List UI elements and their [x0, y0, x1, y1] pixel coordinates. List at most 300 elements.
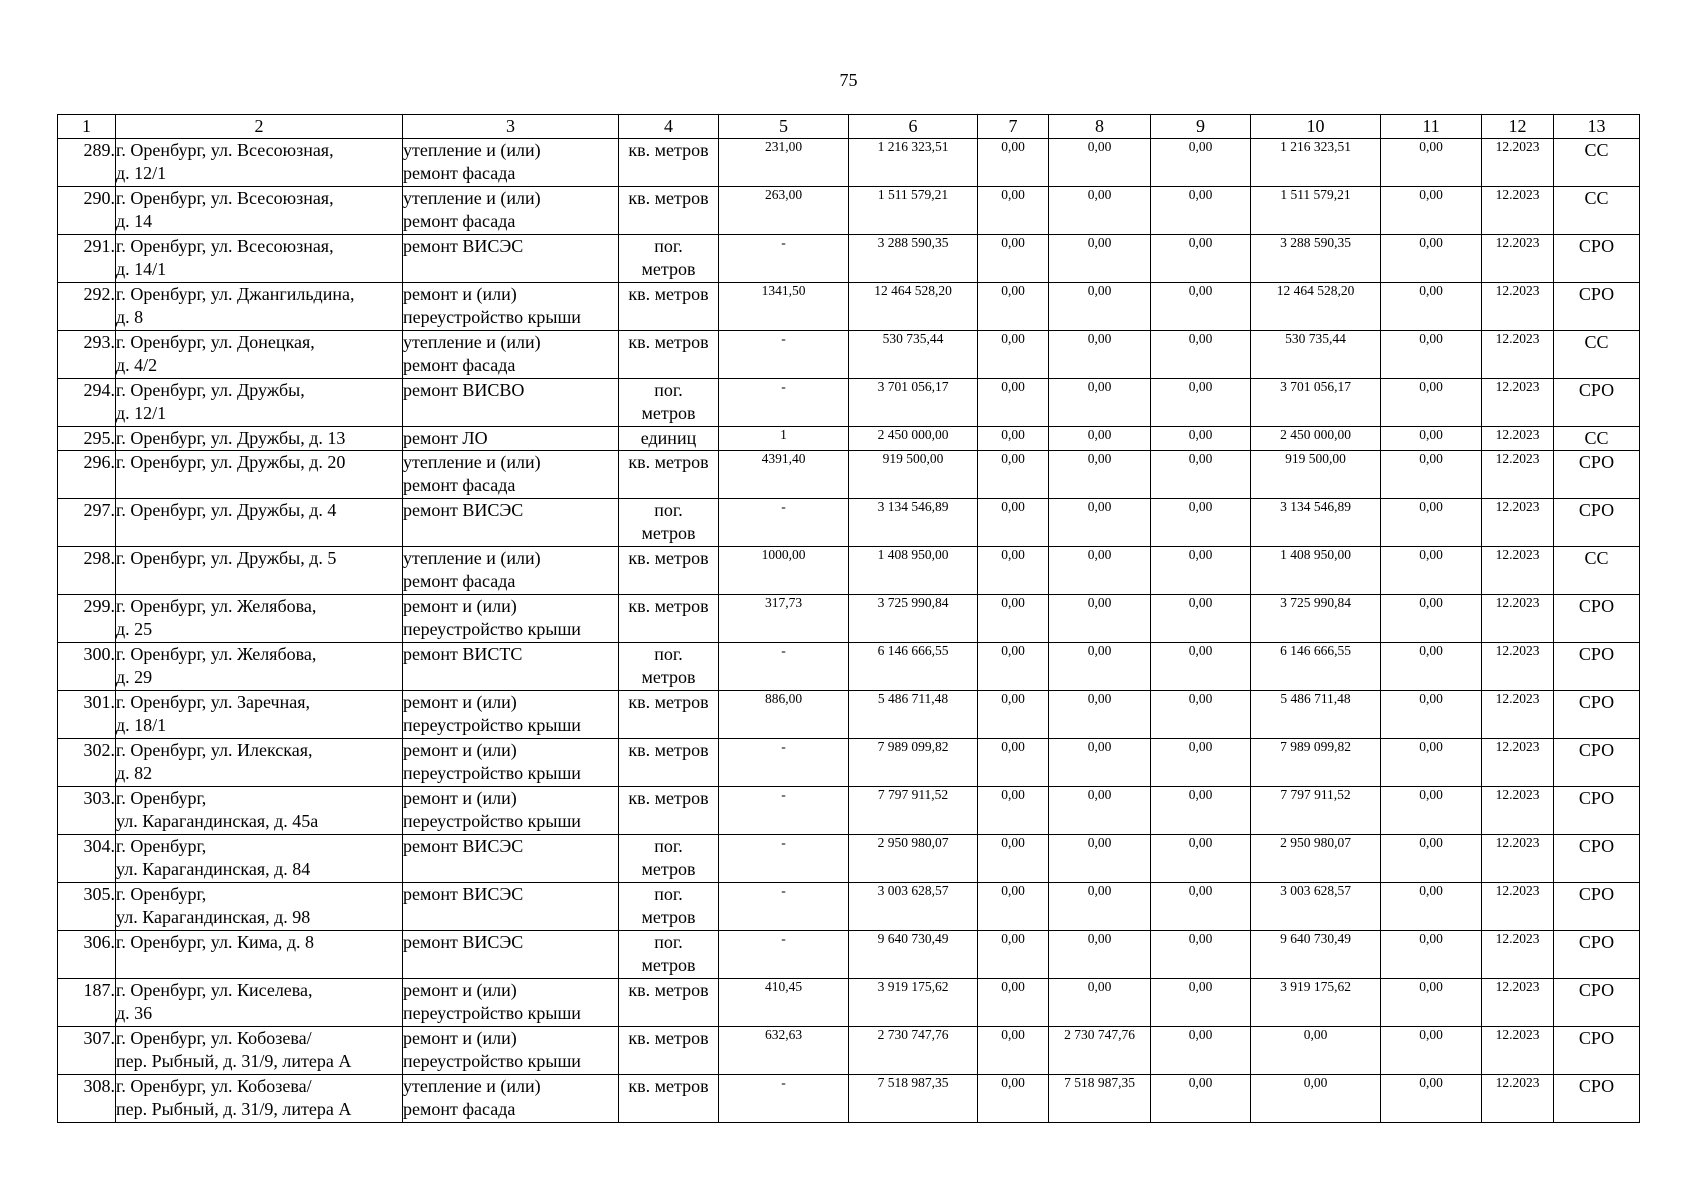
address-line: г. Оренбург, ул. Дружбы, — [116, 380, 305, 400]
column-9-cell: 0,00 — [1151, 787, 1251, 835]
work-type-cell — [403, 139, 619, 187]
column-9-cell: 0,00 — [1151, 283, 1251, 331]
unit-cell — [619, 427, 719, 451]
work-type-line: переустройство крыши — [403, 1003, 581, 1023]
quantity-cell: - — [719, 379, 849, 427]
unit-line: пог. — [654, 236, 683, 256]
unit-line: метров — [641, 259, 696, 279]
column-10-cell: 2 950 980,07 — [1251, 835, 1381, 883]
unit-cell — [619, 235, 719, 283]
work-type-cell — [403, 883, 619, 931]
column-11-cell: 0,00 — [1381, 1075, 1482, 1123]
address-line: д. 14/1 — [116, 259, 167, 279]
unit-cell — [619, 499, 719, 547]
column-11-cell: 0,00 — [1381, 187, 1482, 235]
table-row — [58, 787, 1640, 835]
unit-cell — [619, 1075, 719, 1123]
quantity-cell: 4391,40 — [719, 451, 849, 499]
address-line: д. 18/1 — [116, 715, 167, 735]
quantity-cell: - — [719, 739, 849, 787]
contractor-type-cell: СРО — [1554, 979, 1640, 1027]
unit-line: кв. метров — [628, 284, 709, 304]
column-7-cell: 0,00 — [978, 1027, 1049, 1075]
contractor-type-cell: СРО — [1554, 283, 1640, 331]
address-cell — [116, 139, 403, 187]
table-row — [58, 283, 1640, 331]
quantity-cell: - — [719, 1075, 849, 1123]
unit-line: метров — [641, 859, 696, 879]
work-type-cell — [403, 835, 619, 883]
column-8-cell: 0,00 — [1049, 379, 1151, 427]
address-cell — [116, 739, 403, 787]
address-cell — [116, 427, 403, 451]
column-8-cell: 7 518 987,35 — [1049, 1075, 1151, 1123]
address-line: г. Оренбург, ул. Всесоюзная, — [116, 188, 334, 208]
quantity-cell: 231,00 — [719, 139, 849, 187]
address-line: д. 14 — [116, 211, 153, 231]
work-type-line: ремонт и (или) — [403, 740, 517, 760]
unit-line: метров — [641, 403, 696, 423]
column-11-cell: 0,00 — [1381, 283, 1482, 331]
completion-date-cell: 12.2023 — [1482, 739, 1554, 787]
contractor-type-cell: СРО — [1554, 931, 1640, 979]
total-cost-cell: 12 464 528,20 — [849, 283, 978, 331]
table-row — [58, 139, 1640, 187]
address-line: г. Оренбург, ул. Желябова, — [116, 596, 317, 616]
total-cost-cell: 2 950 980,07 — [849, 835, 978, 883]
column-7-cell: 0,00 — [978, 595, 1049, 643]
contractor-type-cell: СС — [1554, 427, 1640, 451]
column-10-cell: 1 216 323,51 — [1251, 139, 1381, 187]
column-10-cell: 7 989 099,82 — [1251, 739, 1381, 787]
address-line: г. Оренбург, ул. Дружбы, д. 13 — [116, 428, 346, 448]
table-row — [58, 595, 1640, 643]
column-7-cell: 0,00 — [978, 427, 1049, 451]
column-header: 4 — [619, 115, 719, 139]
unit-line: кв. метров — [628, 548, 709, 568]
column-9-cell: 0,00 — [1151, 499, 1251, 547]
row-number-cell: 296. — [58, 451, 116, 499]
completion-date-cell: 12.2023 — [1482, 979, 1554, 1027]
work-type-line: ремонт и (или) — [403, 692, 517, 712]
work-type-cell — [403, 499, 619, 547]
work-type-cell — [403, 379, 619, 427]
column-8-cell: 0,00 — [1049, 787, 1151, 835]
total-cost-cell: 5 486 711,48 — [849, 691, 978, 739]
column-10-cell: 3 725 990,84 — [1251, 595, 1381, 643]
unit-cell — [619, 691, 719, 739]
contractor-type-cell: СРО — [1554, 643, 1640, 691]
column-9-cell: 0,00 — [1151, 451, 1251, 499]
column-8-cell: 0,00 — [1049, 979, 1151, 1027]
unit-line: кв. метров — [628, 788, 709, 808]
row-number-cell: 305. — [58, 883, 116, 931]
table-row — [58, 883, 1640, 931]
column-11-cell: 0,00 — [1381, 979, 1482, 1027]
address-line: пер. Рыбный, д. 31/9, литера А — [116, 1099, 352, 1119]
work-type-cell — [403, 787, 619, 835]
contractor-type-cell: СРО — [1554, 379, 1640, 427]
work-type-line: утепление и (или) — [403, 452, 541, 472]
work-type-line: ремонт фасада — [403, 1099, 516, 1119]
quantity-cell: 632,63 — [719, 1027, 849, 1075]
column-10-cell: 919 500,00 — [1251, 451, 1381, 499]
work-type-line: ремонт и (или) — [403, 596, 517, 616]
column-11-cell: 0,00 — [1381, 427, 1482, 451]
contractor-type-cell: СРО — [1554, 883, 1640, 931]
total-cost-cell: 2 730 747,76 — [849, 1027, 978, 1075]
completion-date-cell: 12.2023 — [1482, 691, 1554, 739]
row-number-cell: 303. — [58, 787, 116, 835]
completion-date-cell: 12.2023 — [1482, 499, 1554, 547]
work-type-cell — [403, 283, 619, 331]
unit-cell — [619, 595, 719, 643]
address-line: г. Оренбург, ул. Илекская, — [116, 740, 313, 760]
total-cost-cell: 9 640 730,49 — [849, 931, 978, 979]
unit-line: кв. метров — [628, 740, 709, 760]
row-number-cell: 300. — [58, 643, 116, 691]
work-type-line: ремонт фасада — [403, 211, 516, 231]
column-8-cell: 0,00 — [1049, 883, 1151, 931]
contractor-type-cell: СРО — [1554, 691, 1640, 739]
completion-date-cell: 12.2023 — [1482, 595, 1554, 643]
column-11-cell: 0,00 — [1381, 139, 1482, 187]
row-number-cell: 299. — [58, 595, 116, 643]
contractor-type-cell: СРО — [1554, 595, 1640, 643]
quantity-cell: - — [719, 931, 849, 979]
unit-line: кв. метров — [628, 452, 709, 472]
address-cell — [116, 595, 403, 643]
address-line: г. Оренбург, — [116, 884, 207, 904]
work-type-cell — [403, 331, 619, 379]
column-10-cell: 3 701 056,17 — [1251, 379, 1381, 427]
contractor-type-cell: СРО — [1554, 739, 1640, 787]
column-10-cell: 530 735,44 — [1251, 331, 1381, 379]
work-type-line: ремонт и (или) — [403, 788, 517, 808]
total-cost-cell: 3 003 628,57 — [849, 883, 978, 931]
work-type-line: ремонт фасада — [403, 355, 516, 375]
unit-line: метров — [641, 907, 696, 927]
column-8-cell: 0,00 — [1049, 331, 1151, 379]
column-8-cell: 0,00 — [1049, 739, 1151, 787]
address-cell — [116, 331, 403, 379]
address-line: г. Оренбург, ул. Дружбы, д. 20 — [116, 452, 346, 472]
address-cell — [116, 235, 403, 283]
column-11-cell: 0,00 — [1381, 739, 1482, 787]
column-7-cell: 0,00 — [978, 835, 1049, 883]
quantity-cell: - — [719, 235, 849, 283]
unit-line: кв. метров — [628, 1076, 709, 1096]
column-7-cell: 0,00 — [978, 187, 1049, 235]
address-cell — [116, 691, 403, 739]
work-type-line: утепление и (или) — [403, 140, 541, 160]
column-header: 12 — [1482, 115, 1554, 139]
unit-line: пог. — [654, 500, 683, 520]
row-number-cell: 301. — [58, 691, 116, 739]
work-type-cell — [403, 739, 619, 787]
column-9-cell: 0,00 — [1151, 979, 1251, 1027]
table-row — [58, 499, 1640, 547]
contractor-type-cell: СРО — [1554, 235, 1640, 283]
total-cost-cell: 3 134 546,89 — [849, 499, 978, 547]
work-type-cell — [403, 187, 619, 235]
capital-repair-table — [57, 114, 1640, 1123]
unit-cell — [619, 379, 719, 427]
row-number-cell: 293. — [58, 331, 116, 379]
address-line: г. Оренбург, ул. Всесоюзная, — [116, 140, 334, 160]
column-10-cell: 1 511 579,21 — [1251, 187, 1381, 235]
unit-cell — [619, 883, 719, 931]
table-row — [58, 427, 1640, 451]
completion-date-cell: 12.2023 — [1482, 283, 1554, 331]
column-9-cell: 0,00 — [1151, 883, 1251, 931]
work-type-cell — [403, 1075, 619, 1123]
contractor-type-cell: СС — [1554, 331, 1640, 379]
address-cell — [116, 379, 403, 427]
quantity-cell: 1 — [719, 427, 849, 451]
unit-cell — [619, 547, 719, 595]
address-line: д. 12/1 — [116, 403, 167, 423]
column-header: 5 — [719, 115, 849, 139]
column-11-cell: 0,00 — [1381, 835, 1482, 883]
unit-cell — [619, 979, 719, 1027]
address-cell — [116, 787, 403, 835]
column-8-cell: 0,00 — [1049, 691, 1151, 739]
unit-cell — [619, 139, 719, 187]
column-11-cell: 0,00 — [1381, 787, 1482, 835]
column-header: 2 — [116, 115, 403, 139]
unit-line: кв. метров — [628, 188, 709, 208]
address-line: ул. Карагандинская, д. 84 — [116, 859, 311, 879]
column-10-cell: 1 408 950,00 — [1251, 547, 1381, 595]
column-header: 8 — [1049, 115, 1151, 139]
column-8-cell: 0,00 — [1049, 499, 1151, 547]
unit-line: единиц — [640, 428, 697, 448]
total-cost-cell: 2 450 000,00 — [849, 427, 978, 451]
address-line: ул. Карагандинская, д. 45а — [116, 811, 319, 831]
work-type-cell — [403, 1027, 619, 1075]
table-row — [58, 691, 1640, 739]
row-number-cell: 302. — [58, 739, 116, 787]
row-number-cell: 289. — [58, 139, 116, 187]
row-number-cell: 295. — [58, 427, 116, 451]
completion-date-cell: 12.2023 — [1482, 1075, 1554, 1123]
table-row — [58, 931, 1640, 979]
work-type-line: ремонт и (или) — [403, 1028, 517, 1048]
unit-cell — [619, 931, 719, 979]
work-type-cell — [403, 547, 619, 595]
column-11-cell: 0,00 — [1381, 931, 1482, 979]
address-cell — [116, 1075, 403, 1123]
column-number-row — [58, 115, 1640, 139]
work-type-cell — [403, 451, 619, 499]
address-line: г. Оренбург, ул. Дружбы, д. 5 — [116, 548, 337, 568]
contractor-type-cell: СРО — [1554, 787, 1640, 835]
contractor-type-cell: СРО — [1554, 499, 1640, 547]
row-number-cell: 298. — [58, 547, 116, 595]
column-7-cell: 0,00 — [978, 643, 1049, 691]
row-number-cell: 307. — [58, 1027, 116, 1075]
address-line: г. Оренбург, ул. Донецкая, — [116, 332, 315, 352]
column-7-cell: 0,00 — [978, 883, 1049, 931]
unit-cell — [619, 187, 719, 235]
total-cost-cell: 3 919 175,62 — [849, 979, 978, 1027]
quantity-cell: 1000,00 — [719, 547, 849, 595]
column-8-cell: 0,00 — [1049, 643, 1151, 691]
column-8-cell: 2 730 747,76 — [1049, 1027, 1151, 1075]
total-cost-cell: 1 408 950,00 — [849, 547, 978, 595]
contractor-type-cell: СРО — [1554, 835, 1640, 883]
row-number-cell: 187. — [58, 979, 116, 1027]
column-header: 11 — [1381, 115, 1482, 139]
work-type-line: переустройство крыши — [403, 811, 581, 831]
work-type-cell — [403, 235, 619, 283]
column-11-cell: 0,00 — [1381, 1027, 1482, 1075]
address-line: д. 4/2 — [116, 355, 158, 375]
quantity-cell: - — [719, 331, 849, 379]
address-cell — [116, 643, 403, 691]
completion-date-cell: 12.2023 — [1482, 931, 1554, 979]
column-header: 7 — [978, 115, 1049, 139]
quantity-cell: - — [719, 835, 849, 883]
column-7-cell: 0,00 — [978, 283, 1049, 331]
column-10-cell: 3 134 546,89 — [1251, 499, 1381, 547]
unit-cell — [619, 1027, 719, 1075]
completion-date-cell: 12.2023 — [1482, 235, 1554, 283]
address-line: д. 12/1 — [116, 163, 167, 183]
column-8-cell: 0,00 — [1049, 835, 1151, 883]
column-10-cell: 2 450 000,00 — [1251, 427, 1381, 451]
column-7-cell: 0,00 — [978, 979, 1049, 1027]
quantity-cell: - — [719, 499, 849, 547]
column-9-cell: 0,00 — [1151, 427, 1251, 451]
quantity-cell: - — [719, 787, 849, 835]
column-7-cell: 0,00 — [978, 1075, 1049, 1123]
column-header: 13 — [1554, 115, 1640, 139]
completion-date-cell: 12.2023 — [1482, 787, 1554, 835]
unit-line: кв. метров — [628, 332, 709, 352]
address-cell — [116, 451, 403, 499]
work-type-line: утепление и (или) — [403, 188, 541, 208]
column-11-cell: 0,00 — [1381, 547, 1482, 595]
address-line: ул. Карагандинская, д. 98 — [116, 907, 311, 927]
address-line: г. Оренбург, ул. Кима, д. 8 — [116, 932, 315, 952]
quantity-cell: 263,00 — [719, 187, 849, 235]
work-type-line: ремонт ВИСЭС — [403, 236, 524, 256]
work-type-line: переустройство крыши — [403, 1051, 581, 1071]
total-cost-cell: 919 500,00 — [849, 451, 978, 499]
column-header: 9 — [1151, 115, 1251, 139]
column-11-cell: 0,00 — [1381, 451, 1482, 499]
column-7-cell: 0,00 — [978, 739, 1049, 787]
work-type-line: ремонт ВИСЭС — [403, 932, 524, 952]
address-cell — [116, 187, 403, 235]
unit-line: кв. метров — [628, 140, 709, 160]
unit-line: пог. — [654, 380, 683, 400]
address-line: г. Оренбург, ул. Желябова, — [116, 644, 317, 664]
work-type-line: переустройство крыши — [403, 307, 581, 327]
column-11-cell: 0,00 — [1381, 883, 1482, 931]
address-cell — [116, 979, 403, 1027]
table-row — [58, 331, 1640, 379]
column-7-cell: 0,00 — [978, 451, 1049, 499]
contractor-type-cell: СРО — [1554, 451, 1640, 499]
column-9-cell: 0,00 — [1151, 1027, 1251, 1075]
column-11-cell: 0,00 — [1381, 331, 1482, 379]
work-type-line: ремонт ВИСВО — [403, 380, 525, 400]
quantity-cell: 410,45 — [719, 979, 849, 1027]
completion-date-cell: 12.2023 — [1482, 331, 1554, 379]
work-type-line: ремонт ВИСЭС — [403, 836, 524, 856]
contractor-type-cell: СС — [1554, 139, 1640, 187]
column-10-cell: 0,00 — [1251, 1027, 1381, 1075]
work-type-line: ремонт и (или) — [403, 284, 517, 304]
completion-date-cell: 12.2023 — [1482, 1027, 1554, 1075]
address-line: г. Оренбург, ул. Киселева, — [116, 980, 313, 1000]
column-10-cell: 5 486 711,48 — [1251, 691, 1381, 739]
unit-cell — [619, 283, 719, 331]
column-7-cell: 0,00 — [978, 139, 1049, 187]
column-9-cell: 0,00 — [1151, 235, 1251, 283]
work-type-line: ремонт фасада — [403, 571, 516, 591]
completion-date-cell: 12.2023 — [1482, 547, 1554, 595]
completion-date-cell: 12.2023 — [1482, 451, 1554, 499]
address-line: г. Оренбург, ул. Заречная, — [116, 692, 310, 712]
row-number-cell: 308. — [58, 1075, 116, 1123]
address-line: д. 25 — [116, 619, 153, 639]
table-row — [58, 643, 1640, 691]
column-8-cell: 0,00 — [1049, 427, 1151, 451]
total-cost-cell: 3 701 056,17 — [849, 379, 978, 427]
column-9-cell: 0,00 — [1151, 739, 1251, 787]
column-10-cell: 3 288 590,35 — [1251, 235, 1381, 283]
table-row — [58, 739, 1640, 787]
unit-line: метров — [641, 955, 696, 975]
column-header: 1 — [58, 115, 116, 139]
quantity-cell: - — [719, 883, 849, 931]
total-cost-cell: 7 989 099,82 — [849, 739, 978, 787]
address-cell — [116, 547, 403, 595]
column-9-cell: 0,00 — [1151, 643, 1251, 691]
unit-line: пог. — [654, 932, 683, 952]
row-number-cell: 291. — [58, 235, 116, 283]
total-cost-cell: 7 797 911,52 — [849, 787, 978, 835]
column-8-cell: 0,00 — [1049, 187, 1151, 235]
column-9-cell: 0,00 — [1151, 595, 1251, 643]
column-10-cell: 12 464 528,20 — [1251, 283, 1381, 331]
completion-date-cell: 12.2023 — [1482, 427, 1554, 451]
column-7-cell: 0,00 — [978, 931, 1049, 979]
address-line: пер. Рыбный, д. 31/9, литера А — [116, 1051, 352, 1071]
table-row — [58, 379, 1640, 427]
total-cost-cell: 1 511 579,21 — [849, 187, 978, 235]
column-8-cell: 0,00 — [1049, 595, 1151, 643]
total-cost-cell: 3 725 990,84 — [849, 595, 978, 643]
contractor-type-cell: СРО — [1554, 1027, 1640, 1075]
address-line: г. Оренбург, ул. Кобозева/ — [116, 1028, 312, 1048]
work-type-cell — [403, 427, 619, 451]
column-11-cell: 0,00 — [1381, 691, 1482, 739]
unit-line: кв. метров — [628, 692, 709, 712]
work-type-line: утепление и (или) — [403, 1076, 541, 1096]
quantity-cell: - — [719, 643, 849, 691]
address-cell — [116, 931, 403, 979]
column-11-cell: 0,00 — [1381, 379, 1482, 427]
quantity-cell: 886,00 — [719, 691, 849, 739]
address-line: д. 36 — [116, 1003, 153, 1023]
column-7-cell: 0,00 — [978, 331, 1049, 379]
column-7-cell: 0,00 — [978, 499, 1049, 547]
